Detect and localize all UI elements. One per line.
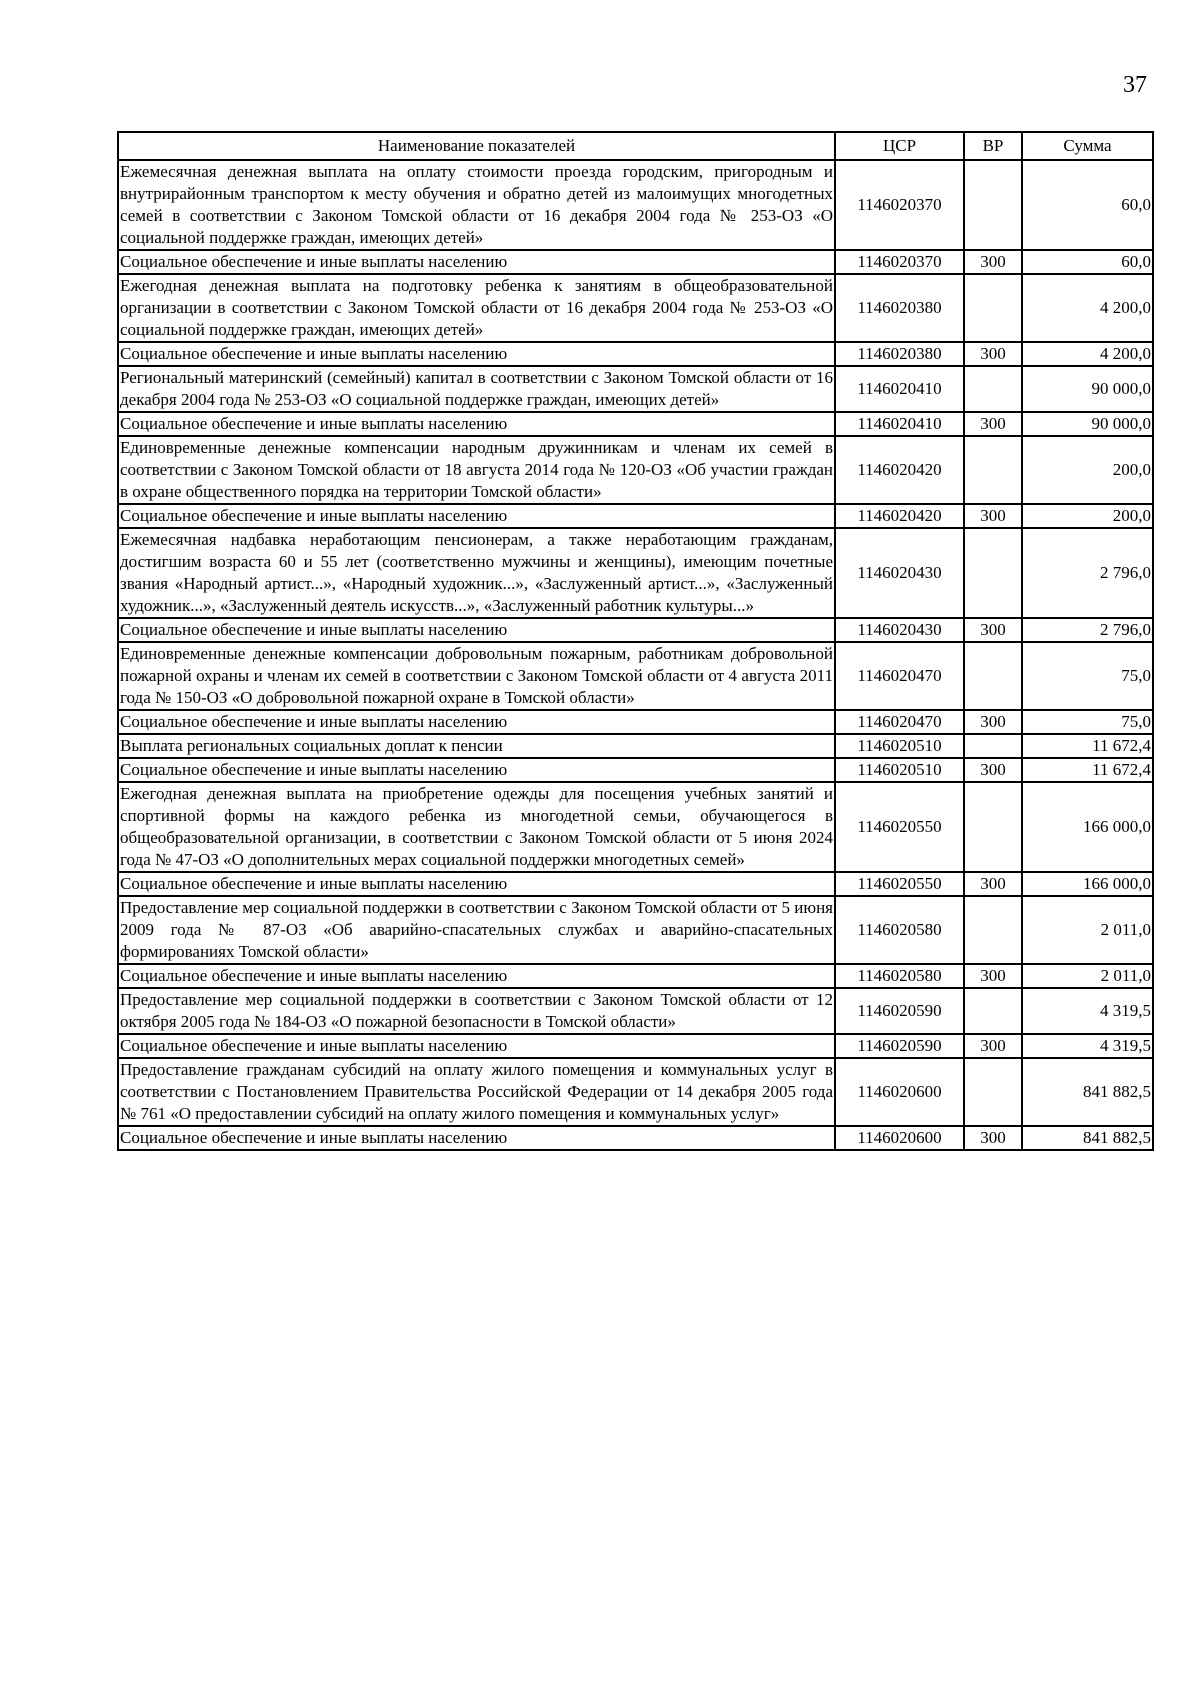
cell-csr: 1146020420: [835, 504, 964, 528]
table-row: [118, 436, 1153, 504]
table-row: [118, 964, 1153, 988]
cell-name: Единовременные денежные компенсации добровольным пожарным, работникам добровольной пожарной охраны и членам их семей в соответствии с Законом Томской области от 4 августа 2011 года № 150-ОЗ «О добровольной пожарной охране в Томской области»: [118, 642, 835, 710]
cell-sum: 11 672,4: [1022, 734, 1153, 758]
cell-csr: 1146020590: [835, 1034, 964, 1058]
cell-sum: 166 000,0: [1022, 782, 1153, 872]
table-header-row: [118, 132, 1153, 160]
cell-csr: 1146020510: [835, 734, 964, 758]
table-row: [118, 274, 1153, 342]
cell-name: Социальное обеспечение и иные выплаты населению: [118, 504, 835, 528]
cell-vr: [964, 160, 1022, 250]
cell-sum: 11 672,4: [1022, 758, 1153, 782]
cell-vr: [964, 528, 1022, 618]
cell-sum: 60,0: [1022, 250, 1153, 274]
cell-vr: 300: [964, 1034, 1022, 1058]
cell-csr: 1146020470: [835, 642, 964, 710]
cell-csr: 1146020370: [835, 250, 964, 274]
table-row: [118, 528, 1153, 618]
cell-sum: 2 011,0: [1022, 896, 1153, 964]
cell-sum: 4 200,0: [1022, 342, 1153, 366]
header-csr: ЦСР: [835, 132, 964, 160]
cell-csr: 1146020380: [835, 342, 964, 366]
cell-vr: [964, 642, 1022, 710]
cell-name: Ежемесячная надбавка неработающим пенсионерам, а также неработающим гражданам, достигшим возраста 60 и 55 лет (соответственно мужчины и женщины), имеющим почетные звания «Народный артист...», «Народный художник...», «Заслуженный артист...», «Заслуженный художник...», «Заслуженный деятель искусств...», «Заслуженный работник культуры...»: [118, 528, 835, 618]
cell-csr: 1146020550: [835, 872, 964, 896]
table-header: [118, 132, 1153, 160]
cell-sum: 2 796,0: [1022, 618, 1153, 642]
cell-name: Социальное обеспечение и иные выплаты населению: [118, 758, 835, 782]
cell-name: Выплата региональных социальных доплат к пенсии: [118, 734, 835, 758]
cell-name: Предоставление мер социальной поддержки в соответствии с Законом Томской области от 12 октября 2005 года № 184-ОЗ «О пожарной безопасности в Томской области»: [118, 988, 835, 1034]
table-row: [118, 758, 1153, 782]
cell-vr: [964, 436, 1022, 504]
table-body: [118, 160, 1153, 1150]
table-row: [118, 412, 1153, 436]
cell-csr: 1146020380: [835, 274, 964, 342]
cell-name: Социальное обеспечение и иные выплаты населению: [118, 250, 835, 274]
cell-sum: 60,0: [1022, 160, 1153, 250]
cell-vr: 300: [964, 964, 1022, 988]
table-row: [118, 250, 1153, 274]
table-row: [118, 1058, 1153, 1126]
cell-sum: 841 882,5: [1022, 1058, 1153, 1126]
cell-name: Социальное обеспечение и иные выплаты населению: [118, 1126, 835, 1150]
cell-csr: 1146020600: [835, 1126, 964, 1150]
cell-sum: 4 319,5: [1022, 1034, 1153, 1058]
cell-sum: 90 000,0: [1022, 412, 1153, 436]
table-row: [118, 734, 1153, 758]
cell-sum: 2 796,0: [1022, 528, 1153, 618]
cell-vr: 300: [964, 342, 1022, 366]
cell-sum: 90 000,0: [1022, 366, 1153, 412]
table-row: [118, 366, 1153, 412]
cell-csr: 1146020600: [835, 1058, 964, 1126]
cell-name: Социальное обеспечение и иные выплаты населению: [118, 1034, 835, 1058]
table-row: [118, 1034, 1153, 1058]
cell-csr: 1146020590: [835, 988, 964, 1034]
cell-sum: 166 000,0: [1022, 872, 1153, 896]
header-name: Наименование показателей: [118, 132, 835, 160]
header-sum: Сумма: [1022, 132, 1153, 160]
cell-name: Социальное обеспечение и иные выплаты населению: [118, 342, 835, 366]
cell-vr: [964, 988, 1022, 1034]
cell-csr: 1146020430: [835, 528, 964, 618]
table-row: [118, 896, 1153, 964]
table-row: [118, 1126, 1153, 1150]
cell-vr: [964, 734, 1022, 758]
cell-csr: 1146020580: [835, 896, 964, 964]
cell-sum: 2 011,0: [1022, 964, 1153, 988]
cell-csr: 1146020550: [835, 782, 964, 872]
cell-csr: 1146020370: [835, 160, 964, 250]
cell-vr: 300: [964, 412, 1022, 436]
cell-sum: 4 200,0: [1022, 274, 1153, 342]
cell-vr: [964, 782, 1022, 872]
cell-sum: 75,0: [1022, 710, 1153, 734]
cell-csr: 1146020410: [835, 412, 964, 436]
table-row: [118, 710, 1153, 734]
cell-sum: 841 882,5: [1022, 1126, 1153, 1150]
cell-sum: 200,0: [1022, 436, 1153, 504]
table-row: [118, 988, 1153, 1034]
cell-csr: 1146020430: [835, 618, 964, 642]
cell-vr: [964, 896, 1022, 964]
table-row: [118, 504, 1153, 528]
cell-name: Единовременные денежные компенсации народным дружинникам и членам их семей в соответствии с Законом Томской области от 18 августа 2014 года № 120-ОЗ «Об участии граждан в охране общественного порядка на территории Томской области»: [118, 436, 835, 504]
cell-csr: 1146020410: [835, 366, 964, 412]
table-row: [118, 782, 1153, 872]
cell-name: Предоставление мер социальной поддержки в соответствии с Законом Томской области от 5 июня 2009 года № 87-ОЗ «Об аварийно-спасательных службах и аварийно-спасательных формированиях Томской области»: [118, 896, 835, 964]
cell-vr: 300: [964, 1126, 1022, 1150]
cell-vr: [964, 1058, 1022, 1126]
header-vr: ВР: [964, 132, 1022, 160]
cell-vr: [964, 366, 1022, 412]
cell-name: Социальное обеспечение и иные выплаты населению: [118, 710, 835, 734]
cell-vr: 300: [964, 872, 1022, 896]
cell-vr: 300: [964, 250, 1022, 274]
cell-vr: 300: [964, 710, 1022, 734]
cell-name: Социальное обеспечение и иные выплаты населению: [118, 872, 835, 896]
table-row: [118, 342, 1153, 366]
cell-name: Социальное обеспечение и иные выплаты населению: [118, 618, 835, 642]
cell-name: Ежегодная денежная выплата на приобретение одежды для посещения учебных занятий и спортивной формы на каждого ребенка из многодетной семьи, обучающегося в общеобразовательной организации, в соответствии с Законом Томской области от 5 июня 2024 года № 47-ОЗ «О дополнительных мерах социальной поддержки многодетных семей»: [118, 782, 835, 872]
cell-csr: 1146020420: [835, 436, 964, 504]
budget-table: [117, 131, 1154, 1151]
cell-csr: 1146020510: [835, 758, 964, 782]
page-number: 37: [1123, 72, 1147, 98]
cell-sum: 4 319,5: [1022, 988, 1153, 1034]
table-row: [118, 160, 1153, 250]
cell-vr: [964, 274, 1022, 342]
cell-sum: 200,0: [1022, 504, 1153, 528]
cell-name: Ежегодная денежная выплата на подготовку ребенка к занятиям в общеобразовательной организации в соответствии с Законом Томской области от 16 декабря 2004 года № 253-ОЗ «О социальной поддержке граждан, имеющих детей»: [118, 274, 835, 342]
table-row: [118, 618, 1153, 642]
cell-name: Региональный материнский (семейный) капитал в соответствии с Законом Томской области от 16 декабря 2004 года № 253-ОЗ «О социальной поддержке граждан, имеющих детей»: [118, 366, 835, 412]
cell-vr: 300: [964, 618, 1022, 642]
cell-name: Ежемесячная денежная выплата на оплату стоимости проезда городским, пригородным и внутрирайонным транспортом к месту обучения и обратно детей из малоимущих многодетных семей в соответствии с Законом Томской области от 16 декабря 2004 года № 253-ОЗ «О социальной поддержке граждан, имеющих детей»: [118, 160, 835, 250]
cell-vr: 300: [964, 758, 1022, 782]
cell-csr: 1146020580: [835, 964, 964, 988]
cell-name: Социальное обеспечение и иные выплаты населению: [118, 964, 835, 988]
table-row: [118, 872, 1153, 896]
cell-csr: 1146020470: [835, 710, 964, 734]
cell-vr: 300: [964, 504, 1022, 528]
cell-sum: 75,0: [1022, 642, 1153, 710]
table-row: [118, 642, 1153, 710]
cell-name: Предоставление гражданам субсидий на оплату жилого помещения и коммунальных услуг в соответствии с Постановлением Правительства Российской Федерации от 14 декабря 2005 года № 761 «О предоставлении субсидий на оплату жилого помещения и коммунальных услуг»: [118, 1058, 835, 1126]
cell-name: Социальное обеспечение и иные выплаты населению: [118, 412, 835, 436]
